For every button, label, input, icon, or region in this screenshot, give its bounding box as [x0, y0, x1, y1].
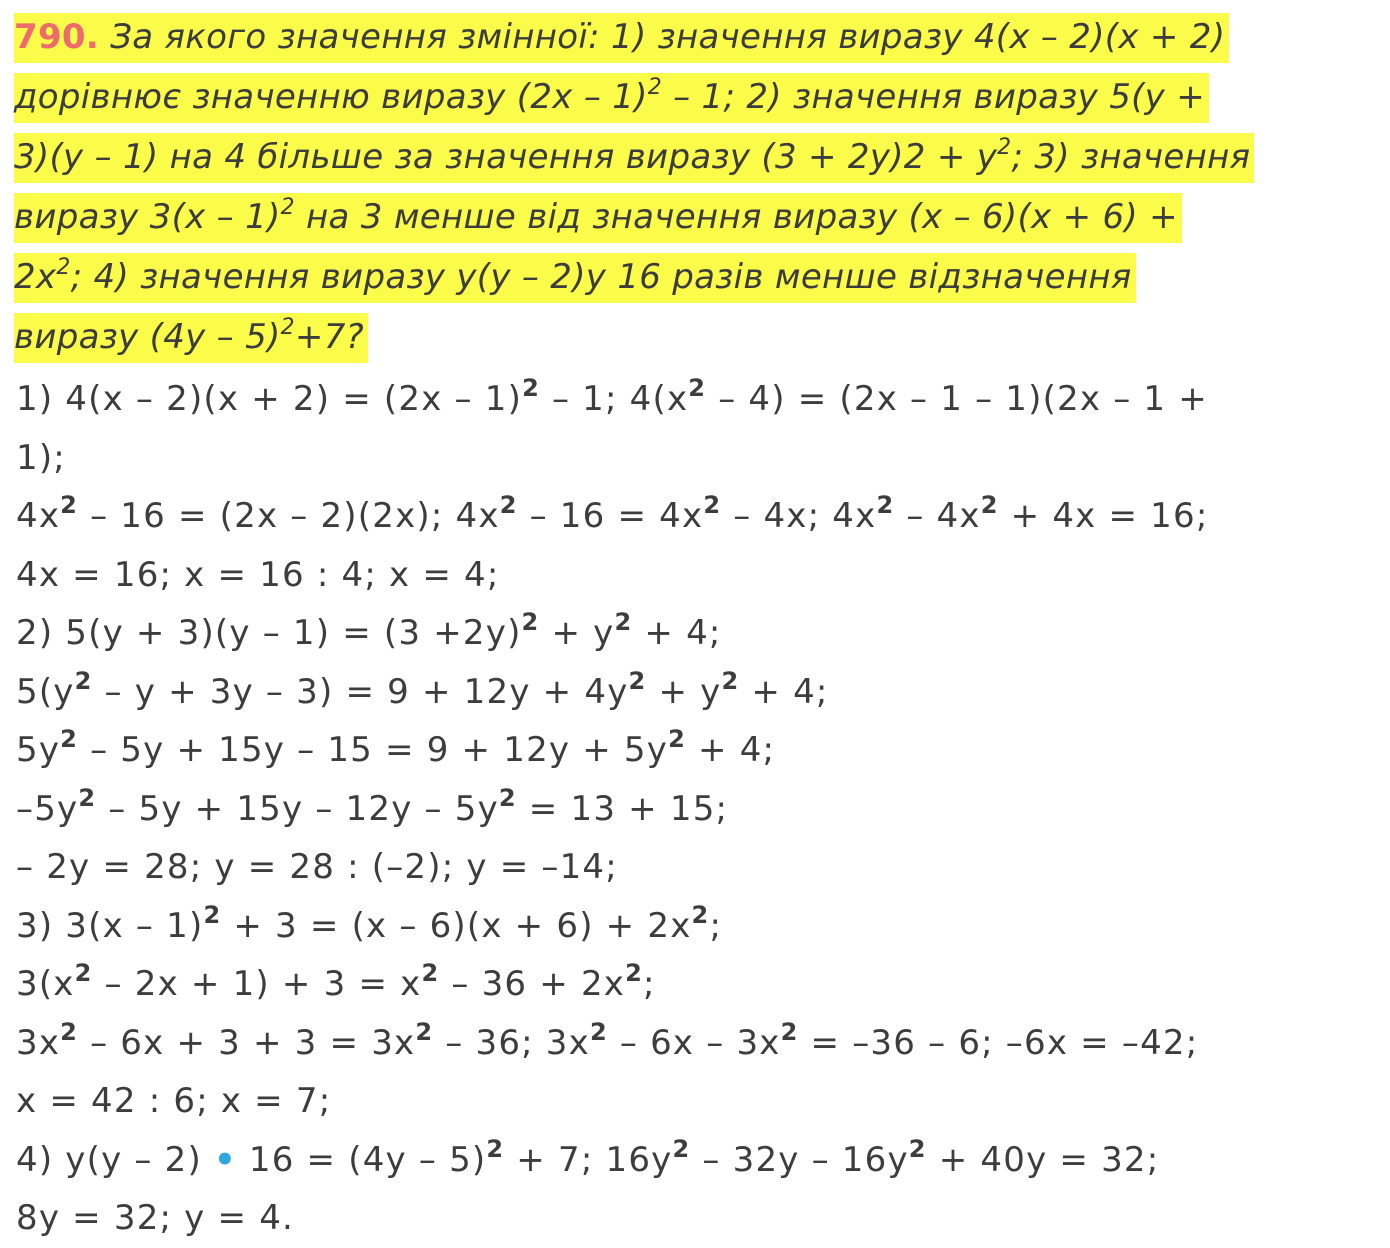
superscript: 2 [280, 315, 295, 340]
task-statement [14, 14, 1376, 374]
superscript: 2 [721, 666, 740, 695]
text-run: – 4) = (2x – 1 – 1)(2x – 1 + [706, 379, 1208, 419]
text-run: – 36 + 2x [439, 964, 626, 1004]
text-run: 4x = 16; x = 16 : 4; x = 4; [16, 554, 500, 595]
text-run: – 6x + 3 + 3 = 3x [78, 1022, 416, 1063]
text-run: + 4; [685, 730, 776, 770]
text-run: на 3 менше від значення виразу (x – 6)(x + 6) + [294, 197, 1178, 237]
superscript: 2 [980, 491, 999, 519]
highlighted-text [14, 253, 1136, 303]
text-run: 3)(y – 1) на 4 більше за значення виразу (3 + 2y)2 + y [14, 137, 998, 177]
solution-line [16, 1014, 1376, 1073]
text-run: – 6x – 3x [607, 1022, 781, 1063]
text-run: виразу 3(x – 1) [14, 197, 281, 237]
text-run: + 40y = 32; [926, 1139, 1160, 1180]
superscript: 2 [60, 1017, 79, 1046]
superscript: 2 [647, 75, 663, 100]
text-run: = –36 – 6; –6x = –42; [798, 1022, 1199, 1063]
superscript: 2 [78, 783, 97, 812]
text-run: ; [643, 964, 656, 1004]
text-run: 8y = 32; y = 4. [16, 1198, 295, 1238]
multiplication-dot: • [213, 1139, 237, 1180]
text-run: 3) 3(x – 1) [16, 905, 204, 946]
highlighted-text [14, 133, 1254, 183]
solution-line [16, 546, 1376, 605]
exercise-number: 790. [14, 17, 100, 57]
text-run: 3(x [16, 964, 75, 1004]
text-run: – 36; 3x [433, 1022, 590, 1063]
text-run: x = 42 : 6; x = 7; [16, 1081, 332, 1121]
text-run: – 5y + 15y – 15 = 9 + 12y + 5y [78, 730, 669, 770]
text-run: – 4x [894, 496, 981, 536]
text-run: –5y [16, 788, 79, 829]
text-run: – 16 = 4x [517, 496, 704, 536]
superscript: 2 [688, 374, 707, 402]
solution-line [16, 780, 1376, 839]
superscript: 2 [876, 491, 895, 519]
text-run: 5y [16, 730, 61, 770]
text-run: + 4; [739, 671, 829, 712]
task-line [14, 14, 1376, 74]
solution-line [16, 897, 1376, 956]
superscript: 2 [498, 783, 517, 812]
text-run: – 2y = 28; y = 28 : (–2); y = –14; [16, 847, 618, 887]
superscript: 2 [589, 1017, 608, 1046]
superscript: 2 [625, 959, 644, 987]
solution-line [16, 604, 1376, 663]
superscript: 2 [74, 666, 93, 695]
text-run: + 3 = (x – 6)(x + 6) + 2x [221, 905, 692, 946]
solution-line [16, 1131, 1376, 1190]
highlighted-text [14, 13, 1229, 63]
superscript: 2 [628, 666, 647, 695]
text-run: – 32y – 16y [690, 1139, 909, 1180]
task-line [14, 74, 1376, 134]
superscript: 2 [499, 491, 518, 519]
text-run: 2x [14, 257, 57, 297]
superscript: 2 [668, 725, 686, 753]
solution-line [16, 955, 1376, 1014]
text-run: 1); [16, 437, 66, 478]
task-line [14, 254, 1376, 314]
task-line [14, 194, 1376, 254]
superscript: 2 [614, 608, 633, 636]
text-run: – 5y + 15y – 12y – 5y [96, 788, 499, 829]
text-run: – 16 = (2x – 2)(2x); 4x [78, 496, 500, 536]
superscript: 2 [60, 725, 79, 753]
text-run: +7? [294, 317, 364, 357]
text-run: – 1; 4(x [539, 379, 689, 419]
solution-line [16, 721, 1376, 780]
solution-line [16, 1189, 1376, 1248]
superscript: 2 [415, 1017, 434, 1046]
superscript: 2 [908, 1134, 927, 1163]
superscript: 2 [421, 959, 440, 987]
superscript: 2 [486, 1134, 505, 1163]
text-run: ; 3) значення [1011, 137, 1251, 177]
superscript: 2 [74, 959, 93, 987]
task-line [14, 314, 1376, 374]
solution-line [16, 838, 1376, 897]
highlighted-text [14, 73, 1209, 123]
superscript: 2 [60, 491, 79, 519]
superscript: 2 [691, 900, 710, 929]
text-run: – 1; 2) значення виразу 5(y + [662, 77, 1206, 117]
superscript: 2 [521, 608, 540, 636]
solution-block [16, 370, 1376, 1248]
solution-line [16, 1072, 1376, 1131]
text-run: ; 4) значення виразу y(y – 2)y 16 разів менше відзначення [70, 257, 1132, 297]
solution-line [16, 370, 1376, 429]
superscript: 2 [203, 900, 222, 929]
superscript: 2 [780, 1017, 799, 1046]
text-run: 2) 5(y + 3)(y – 1) = (3 +2y) [16, 613, 522, 653]
highlighted-text [14, 313, 368, 363]
text-run: + 7; 16y [504, 1139, 673, 1180]
text-run: + 4x = 16; [998, 496, 1209, 536]
superscript: 2 [56, 255, 71, 280]
text-run: 3x [16, 1022, 61, 1063]
text-run: – 2x + 1) + 3 = x [92, 964, 422, 1004]
text-run: – y + 3y – 3) = 9 + 12y + 4y [92, 671, 629, 712]
text-run: = 13 + 15; [516, 788, 729, 829]
solution-line [16, 663, 1376, 722]
solution-line [16, 429, 1376, 488]
text-run: 16 = (4y – 5) [236, 1139, 487, 1180]
text-run: ; [709, 905, 723, 946]
superscript: 2 [280, 195, 295, 220]
text-run: 4) y(y – 2) [16, 1139, 214, 1180]
superscript: 2 [997, 135, 1012, 160]
text-run: 5(y [16, 671, 75, 712]
text-run: виразу (4y – 5) [14, 317, 281, 357]
superscript: 2 [522, 374, 540, 402]
task-line [14, 134, 1376, 194]
highlighted-text [14, 193, 1182, 243]
text-run: + y [539, 613, 615, 653]
text-run: – 4x; 4x [721, 496, 877, 536]
text-run: + 4; [632, 613, 722, 653]
text-run: За якого значення змінної: 1) значення виразу 4(x – 2)(x + 2) [110, 17, 1226, 57]
superscript: 2 [703, 491, 722, 519]
text-run: 4x [16, 496, 61, 536]
text-run: 1) 4(x – 2)(x + 2) = (2x – 1) [16, 379, 523, 419]
text-run: + y [646, 671, 722, 712]
solution-line [16, 487, 1376, 546]
superscript: 2 [672, 1134, 691, 1163]
text-run: дорівнює значенню виразу (2x – 1) [14, 77, 648, 117]
